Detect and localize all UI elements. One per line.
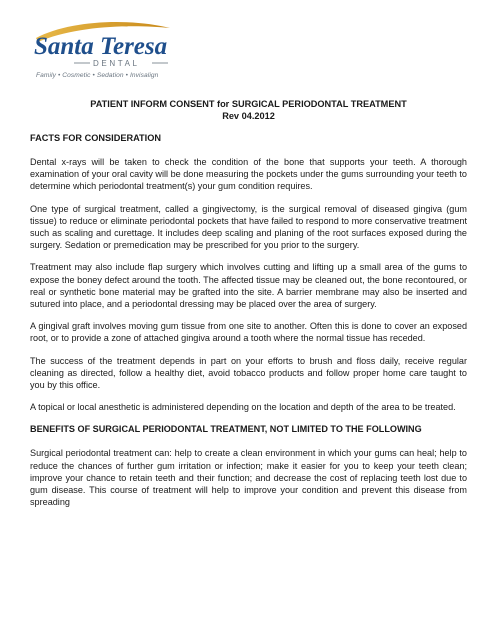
paragraph-success: The success of the treatment depends in part on your efforts to brush and floss daily, receive regular cleaning as directed, follow a healthy diet, avoid tobacco products and follow proper home care taught to you by this office. [30, 355, 467, 391]
section-heading-facts: FACTS FOR CONSIDERATION [30, 133, 162, 143]
logo-tagline: Family • Cosmetic • Sedation • Invisalign [36, 72, 159, 79]
paragraph-anesthetic: A topical or local anesthetic is administered depending on the location and depth of the area to be treated. [30, 402, 456, 413]
document-revision: Rev 04.2012 [222, 111, 275, 121]
logo-subname: DENTAL [93, 59, 140, 68]
paragraph-flap-surgery: Treatment may also include flap surgery which involves cutting and lifting up a small area of the gums to expose the boney defect around the tooth. The affected tissue may be cleaned out, the bone recontoured, or real or synthetic bone material may be grafted into the site. A barrier membrane may also be inserted and sutured into place, and a periodontal dressing may be placed over the area of surgery. [30, 262, 467, 310]
paragraph-gingivectomy: One type of surgical treatment, called a gingivectomy, is the surgical removal of diseased gingiva (gum tissue) to reduce or eliminate periodontal pockets that have failed to respond to more conservative treatment such as scaling and curettage. It includes deep scaling and planing of the root surfaces exposed during the surgery. Sedation or premedication may be prescribed for you prior to the surgery. [30, 203, 467, 251]
paragraph-benefits: Surgical periodontal treatment can: help to create a clean environment in which your gums can heal; help to reduce the chances of further gum irritation or infection; make it easier for you to keep your teeth clean; improve your chance to retain teeth and their function; and decrease the cost of replacing teeth lost due to gum disease. This course of treatment will help to improve your condition and prevent this disease from spreading [30, 448, 467, 508]
consent-document [30, 98, 467, 518]
document-title: PATIENT INFORM CONSENT for SURGICAL PERIODONTAL TREATMENT [90, 99, 407, 109]
logo-wordmark: Santa Teresa [34, 33, 168, 60]
paragraph-gingival-graft: A gingival graft involves moving gum tissue from one site to another. Often this is done to cover an exposed root, or to provide a zone of attached gingiva around a tooth where the normal tissue has receded. [30, 321, 467, 344]
section-heading-benefits: BENEFITS OF SURGICAL PERIODONTAL TREATMENT, NOT LIMITED TO THE FOLLOWING [30, 424, 422, 435]
practice-logo [30, 18, 180, 86]
paragraph-xrays: Dental x-rays will be taken to check the condition of the bone that supports your teeth. A thorough examination of your oral cavity will be done measuring the pockets under the gums surrounding your teeth to determine which periodontal treatment(s) your gum condition requires. [30, 157, 467, 192]
santa-teresa-logo-mark [30, 18, 180, 72]
